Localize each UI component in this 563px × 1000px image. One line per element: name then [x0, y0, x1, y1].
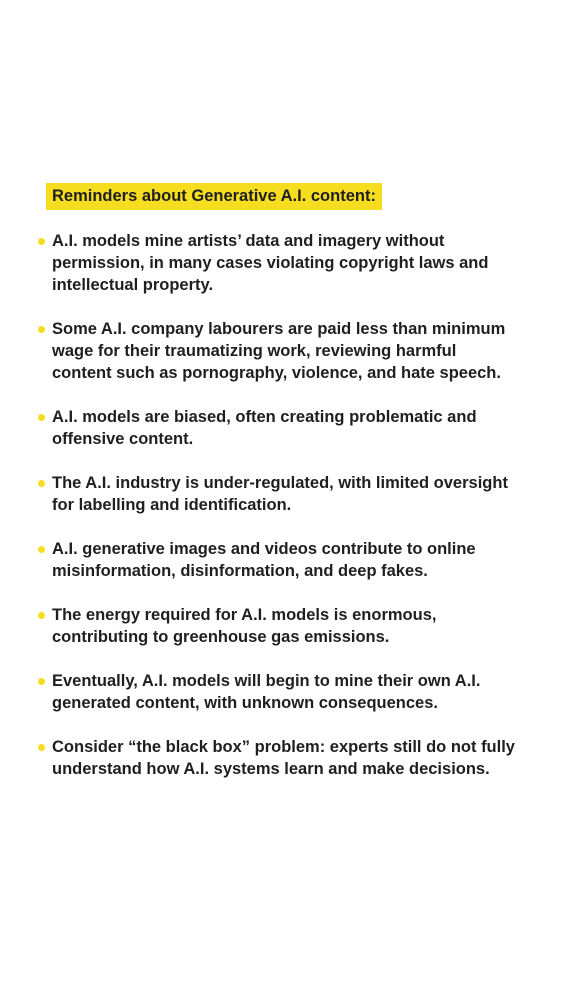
list-item-text: A.I. models are biased, often creating problematic and offensive content.: [52, 408, 477, 448]
bullet-icon: [38, 326, 45, 333]
list-item: [38, 318, 518, 384]
reminders-list: [38, 230, 518, 802]
list-item: [38, 230, 518, 296]
list-item: [38, 670, 518, 714]
list-item-text: Eventually, A.I. models will begin to mine their own A.I. generated content, with unknown consequences.: [52, 672, 481, 712]
list-item: [38, 604, 518, 648]
list-item: [38, 736, 518, 780]
bullet-icon: [38, 612, 45, 619]
bullet-icon: [38, 678, 45, 685]
bullet-icon: [38, 238, 45, 245]
bullet-icon: [38, 744, 45, 751]
bullet-icon: [38, 546, 45, 553]
bullet-icon: [38, 414, 45, 421]
list-item: [38, 472, 518, 516]
list-item-text: Some A.I. company labourers are paid less than minimum wage for their traumatizing work, reviewing harmful content such as pornography, violence, and hate speech.: [52, 320, 506, 382]
list-item: [38, 406, 518, 450]
page-heading: Reminders about Generative A.I. content:: [46, 183, 382, 210]
list-item: [38, 538, 518, 582]
list-item-text: The energy required for A.I. models is enormous, contributing to greenhouse gas emissions.: [52, 606, 437, 646]
list-item-text: A.I. generative images and videos contribute to online misinformation, disinformation, and deep fakes.: [52, 540, 476, 580]
bullet-icon: [38, 480, 45, 487]
list-item-text: The A.I. industry is under-regulated, with limited oversight for labelling and identification.: [52, 474, 508, 514]
list-item-text: Consider “the black box” problem: experts still do not fully understand how A.I. systems learn and make decisions.: [52, 738, 515, 778]
list-item-text: A.I. models mine artists’ data and imagery without permission, in many cases violating copyright laws and intellectual property.: [52, 232, 489, 294]
